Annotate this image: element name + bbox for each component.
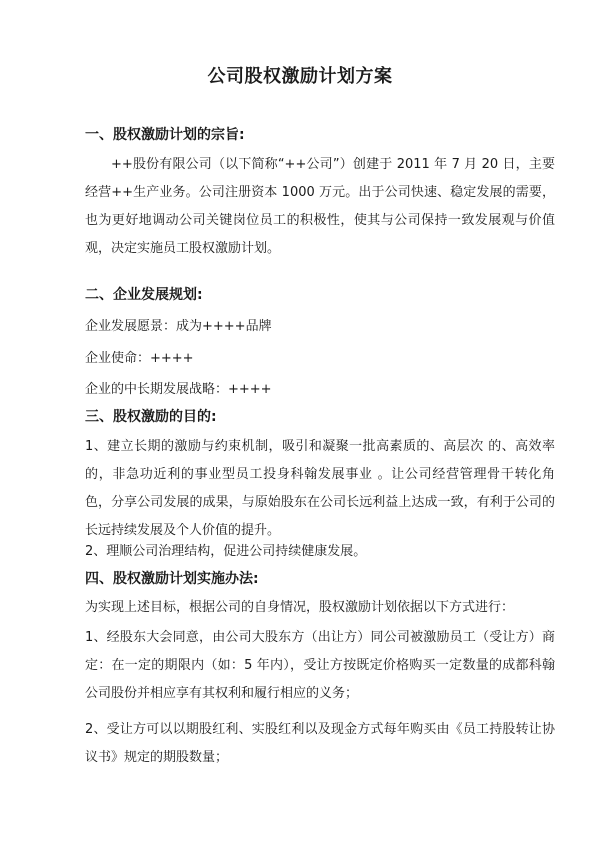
section-4-heading: 四、股权激励计划实施办法: [85,571,259,587]
document-title: 公司股权激励计划方案 [207,66,393,87]
section-2-heading: 二、企业发展规划: [85,287,203,303]
section-3-paragraph-2: 2、理顺公司治理结构，促进公司持续健康发展。 [85,544,367,559]
section-4-paragraph-1: 1、经股东大会同意，由公司大股东方（出让方）同公司被激励员工（受让方）商定：在一定的期限内（如：5 年内），受让方按既定价格购买一定数量的成都科翰公司股份并相应享有其权利和履行相应的义务； [85,630,555,701]
section-1-paragraph: ++股份有限公司（以下简称“++公司”）创建于 2011 年 7 月 20 日，主要经营++生产业务。公司注册资本 1000 万元。出于公司快速、稳定发展的需要，也为更好地调动公司关键岗位员工的积极性，使其与公司保持一致发展观与价值观，决定实施员工股权激励计划。 [85,157,555,256]
section-4-paragraph-2: 2、受让方可以以期股红利、实股红利以及现金方式每年购买由《员工持股转让协议书》规定的期股数量； [85,722,555,765]
section-3-heading: 三、股权激励的目的: [85,409,217,425]
section-2-line-vision: 企业发展愿景：成为++++品牌 [85,319,272,334]
section-2-line-strategy: 企业的中长期发展战略：++++ [85,382,272,397]
section-3-paragraph-1: 1、建立长期的激励与约束机制，吸引和凝聚一批高素质的、高层次 的、高效率的，非急功近利的事业型员工投身科翰发展事业 。让公司经营管理骨干转化角色，分享公司发展的成果，与原始股东在公司长远利益上达成一致，有利于公司的长远持续发展及个人价值的提升。 [85,439,555,538]
section-2-line-mission: 企业使命：++++ [85,351,194,366]
section-1-heading: 一、股权激励计划的宗旨: [85,127,245,143]
section-4-paragraph-intro: 为实现上述目标，根据公司的自身情况，股权激励计划依据以下方式进行： [85,600,515,615]
